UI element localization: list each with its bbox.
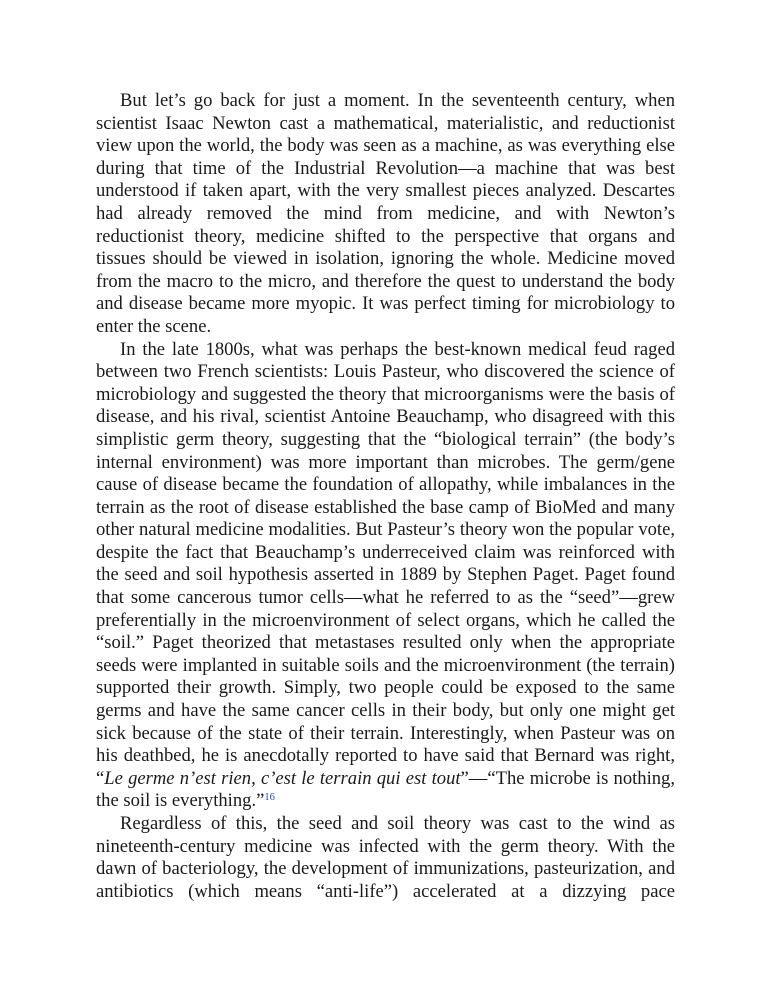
paragraph-pasteur-text: In the late 1800s, what was perhaps the best-known medical feud raged between two French scientists: Louis Pasteur, who discovered the science of microbiology and suggested the theory that microorganisms were the basis of disease, and his rival, scientist Antoine Beauchamp, who disagreed with this simplistic germ theory, suggesting that the “biological terrain” (the body’s internal environment) was more important than microbes. The germ/gene cause of disease became the foundation of allopathy, while imbalances in the terrain as the root of disease established the base camp of BioMed and many other natural medicine modalities. But Pasteur’s theory won the popular vote, despite the fact that Beauchamp’s underreceived claim was reinforced with the seed and soil hypothesis asserted in 1889 by Stephen Paget. Paget found that some cancerous tumor cells—what he referred to as the “seed”—grew preferentially in the microenvironment of select organs, which he called the “soil.” Paget theorized that metastases resulted only when the appropriate seeds were implanted in suitable soils and the microenvironment (the terrain) supported their growth. Simply, two people could be exposed to the same germs and have the same cancer cells in their body, but only one might get sick because of the state of their terrain. Interestingly, when Pasteur was on his deathbed, he is anecdotally reported to have said that Bernard was right, “	[96, 338, 675, 789]
book-page	[96, 90, 675, 903]
footnote-marker[interactable]: 16	[264, 792, 275, 804]
paragraph-pasteur-end: ”—“The microbe is nothing, the soil is everything.”	[96, 767, 675, 812]
paragraph-seed-soil: Regardless of this, the seed and soil theory was cast to the wind as nineteenth-century medicine was infected with the germ theory. With the dawn of bacteriology, the development of immunizations, pasteurization, and antibiotics (which means “anti-life”) accelerated at a dizzying pace	[96, 813, 675, 902]
french-quote: Le germe n’est rien, c’est le terrain qui est tout	[104, 767, 461, 789]
paragraph-pasteur-beauchamp	[96, 339, 675, 813]
paragraph-newton: But let’s go back for just a moment. In the seventeenth century, when scientist Isaac Newton cast a mathematical, materialistic, and reductionist view upon the world, the body was seen as a machine, as was everything else during that time of the Industrial Revolution—a machine that was best understood if taken apart, with the very smallest pieces analyzed. Descartes had already removed the mind from medicine, and with Newton’s reductionist theory, medicine shifted to the perspective that organs and tissues should be viewed in isolation, ignoring the whole. Medicine moved from the macro to the micro, and therefore the quest to understand the body and disease became more myopic. It was perfect timing for microbiology to enter the scene.	[96, 90, 675, 337]
